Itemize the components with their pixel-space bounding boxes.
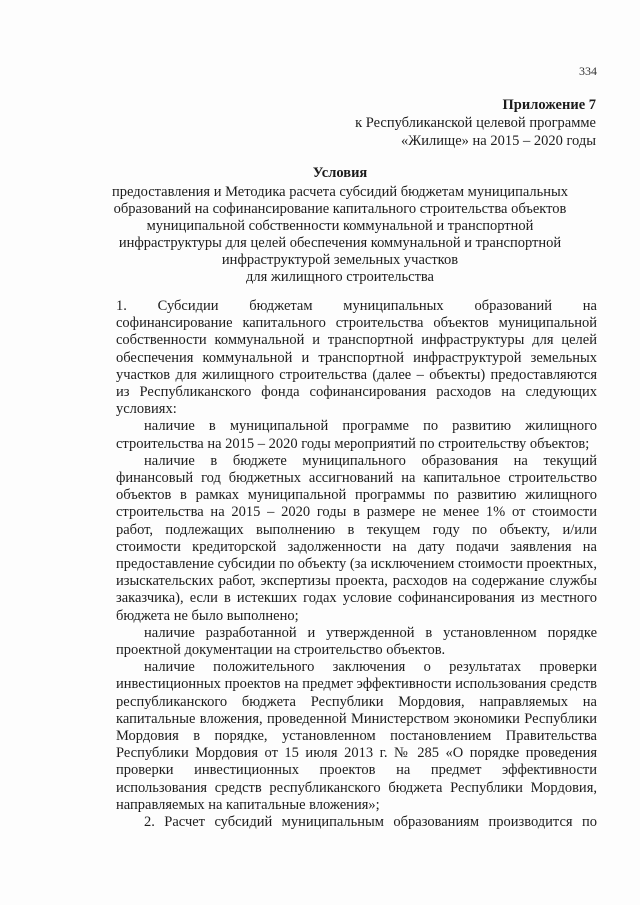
paragraph-line: участков для жилищного строительства (далее – объекты) предоставляются bbox=[116, 366, 597, 383]
paragraph bbox=[116, 659, 597, 814]
appendix-title: Приложение 7 bbox=[502, 97, 596, 113]
paragraph bbox=[116, 418, 597, 452]
paragraph-line: наличие разработанной и утвержденной в установленном порядке bbox=[144, 624, 597, 641]
paragraph-line: из Республиканского фонда софинансирования расходов на следующих bbox=[116, 384, 597, 401]
paragraph-line: инвестиционных проектов на предмет эффективности использования средств bbox=[116, 676, 597, 693]
paragraph-line: проектной документации на строительство объектов. bbox=[116, 642, 446, 659]
appendix-line-2: «Жилище» на 2015 – 2020 годы bbox=[401, 133, 596, 149]
paragraph-line: бюджета не было выполнено; bbox=[116, 607, 299, 624]
paragraph-line: строительства на 2015 – 2020 годы в размере не менее 1% от стоимости bbox=[116, 504, 597, 521]
page-number: 334 bbox=[579, 64, 597, 78]
document-body bbox=[116, 298, 597, 831]
heading-subtitle-line: муниципальной собственности коммунальной и транспортной bbox=[146, 218, 534, 234]
appendix-line-1: к Республиканской целевой программе bbox=[355, 115, 596, 131]
paragraph-line: наличие положительного заключения о результатах проверки bbox=[144, 659, 597, 676]
paragraph-line: изыскательских работ, экспертизы проекта, расходов на содержание службы bbox=[116, 573, 597, 590]
appendix-header bbox=[355, 96, 596, 150]
paragraph bbox=[116, 814, 597, 831]
paragraph-line: стоимости кредиторской задолженности на дату подачи заявления на bbox=[116, 538, 597, 555]
heading-subtitle-line: образований на софинансирование капитального строительства объектов bbox=[113, 201, 567, 217]
paragraph bbox=[116, 298, 597, 418]
paragraph-line: республиканского бюджета Республики Мордовия, направляемых на bbox=[116, 693, 597, 710]
paragraph-line: условиях: bbox=[116, 401, 177, 418]
paragraph bbox=[116, 625, 597, 659]
paragraph-line: использования средств республиканского бюджета Республики Мордовия, bbox=[116, 779, 597, 796]
heading-subtitle-line: для жилищного строительства bbox=[245, 269, 434, 285]
paragraph-line: 2. Расчет субсидий муниципальным образованиям производится по bbox=[144, 814, 597, 831]
paragraph-line: строительства на 2015 – 2020 годы мероприятий по строительству объектов; bbox=[116, 435, 590, 452]
paragraph-line: работ, подлежащих выполнению в текущем году по объекту, и/или bbox=[116, 521, 597, 538]
heading-title: Условия bbox=[312, 165, 368, 181]
paragraph-line: наличие в муниципальной программе по развитию жилищного bbox=[144, 418, 597, 435]
heading-subtitle-line: предоставления и Методика расчета субсидий бюджетам муниципальных bbox=[111, 184, 569, 200]
paragraph-line: Мордовия в порядке, установленном постановлением Правительства bbox=[116, 728, 597, 745]
paragraph-line: обеспечения коммунальной и транспортной инфраструктурой земельных bbox=[116, 349, 597, 366]
heading-subtitle-line: инфраструктурой земельных участков bbox=[221, 252, 459, 268]
heading-subtitle-line: инфраструктуры для целей обеспечения коммунальной и транспортной bbox=[118, 235, 562, 251]
paragraph-line: наличие в бюджете муниципального образования на текущий bbox=[144, 452, 597, 469]
paragraph-line: капитальные вложения, проведенной Министерством экономики Республики bbox=[116, 710, 597, 727]
paragraph-line: объектов в рамках муниципальной программы по развитию жилищного bbox=[116, 487, 597, 504]
paragraph-line: направляемых на капитальные вложения»; bbox=[116, 796, 380, 813]
paragraph-line: проверки инвестиционных проектов на предмет эффективности bbox=[116, 762, 597, 779]
paragraph-line: финансовый год бюджетных ассигнований на капитальное строительство bbox=[116, 470, 597, 487]
paragraph-line: 1. Субсидии бюджетам муниципальных образований на bbox=[116, 298, 597, 314]
paragraph-line: заказчика), если в истекших годах условие софинансирования из местного bbox=[116, 590, 597, 607]
paragraph bbox=[116, 453, 597, 625]
document-heading bbox=[60, 165, 620, 286]
paragraph-line: Республики Мордовия от 15 июля 2013 г. № 285 «О порядке проведения bbox=[116, 745, 597, 762]
paragraph-line: софинансирование капитального строительства объектов муниципальной bbox=[116, 315, 597, 332]
paragraph-line: предоставление субсидии по объекту (за исключением стоимости проектных, bbox=[116, 556, 597, 573]
paragraph-line: собственности коммунальной и транспортной инфраструктуры для целей bbox=[116, 332, 597, 349]
